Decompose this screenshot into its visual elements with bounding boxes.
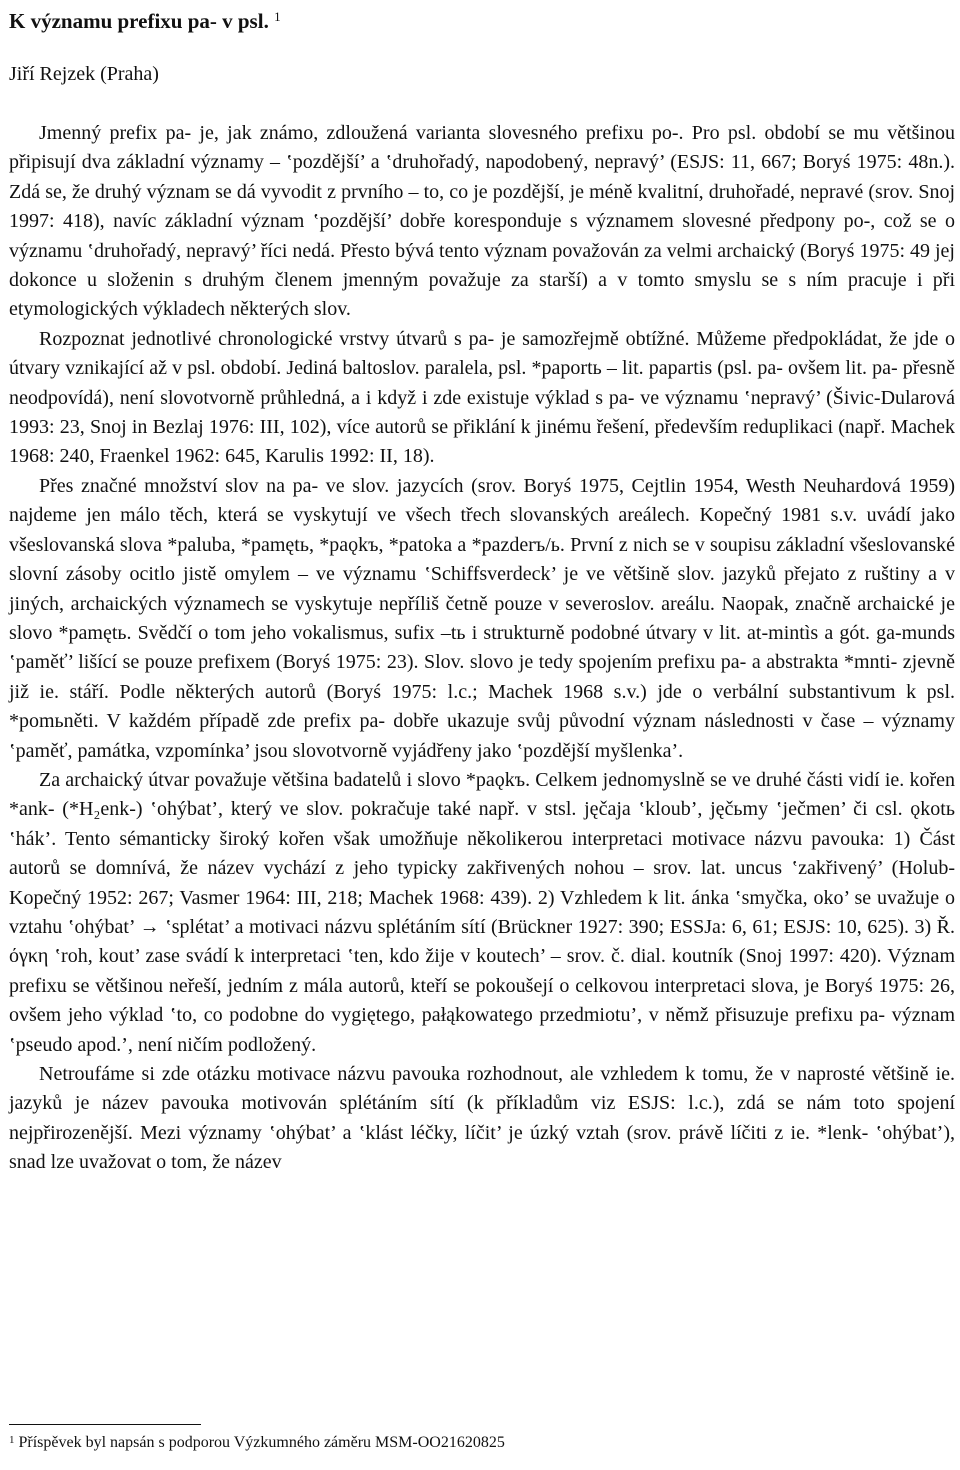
paragraph-3: Přes značné množství slov na pa- ve slov. jazycích (srov. Boryś 1975, Cejtlin 1954, Westh Neuhardová 1959) najdeme jen málo těch, která se vyskytují ve všech třech slovanských areálech. Kopečný 1981 s.v. uvádí jako všeslovanská slova *paluba, *pamętь, *paǫkъ, *patoka a *pazderъ/ь. První z nich se v soupisu základní všeslovanské slovní zásoby ocitlo jistě omylem – ve významu ‛Schiffsverdeck’ je ve většině slov. jazyků přejato z ruštiny a v jiných, archaických významech se vyskytuje nepříliš četně pouze v severoslov. areálu. Naopak, značně archaické je slovo *pamętь. Svědčí o tom jeho vokalismus, sufix –tь i strukturně podobné útvary v lit. at-mintìs a gót. ga-munds ‛paměť’ lišící se pouze prefixem (Boryś 1975: 23). Slov. slovo je tedy spojením prefixu pa- a abstrakta *mnti- zjevně již ie. stáří. Podle některých autorů (Boryś 1975: l.c.; Machek 1968 s.v.) jde o verbální substantivum k psl. *pomьněti. V každém případě zde prefix pa- dobře ukazuje svůj původní význam následnosti v čase – významy ‛paměť, památka, vzpomínka’ jsou slovotvorně vyjádřeny jako ‛pozdější myšlenka’. — [9, 474, 955, 762]
paragraph-1: Jmenný prefix pa- je, jak známo, zdloužená varianta slovesného prefixu po-. Pro psl. období se mu většinou připisují dva základní významy – ‛pozdější’ a ‛druhořadý, napodobený, nepravý’ (ESJS: 11, 667; Boryś 1975: 48n.). Zdá se, že druhý význam se dá vyvodit z prvního – to, co je pozdější, je méně kvalitní, druhořadé, nepravé (srov. Snoj 1997: 418), navíc základní význam ‛pozdější’ dobře koresponduje s významem slovesné předpony po-, což se o významu ‛druhořadý, nepravý’ říci nedá. Přesto bývá tento význam považován za velmi archaický (Boryś 1975: 49 jej dokonce u složenin s druhým členem jmenným považuje za starší) a v tomto smyslu se s ním pracuje i při etymologických výkladech některých slov. — [9, 122, 955, 321]
footnote-marker: 1 — [9, 1434, 15, 1446]
paragraph-4: Za archaický útvar považuje většina badatelů i slovo *paǫkъ. Celkem jednomyslně se ve druhé části vidí ie. kořen *ank- (*H₂enk-) ‛ohýbat’, který ve slov. pokračuje také např. v stsl. jęčaja ‛kloub’, jęčьmy ‛ječmen’ či csl. ǫkotь ‛hák’. Tento sémanticky široký kořen však umožňuje několikerou interpretaci motivace názvu pavouka: 1) Část autorů se domnívá, že název vychází z jeho typicky zakřivených nohou – srov. lat. uncus ‛zakřivený’ (Holub-Kopečný 1952: 267; Vasmer 1964: III, 218; Machek 1968: 439). 2) Vzhledem k lit. ánka ‛smyčka, oko’ se uvažuje o vztahu ‛ohýbat’ → ‛splétat’ a motivaci názvu splétáním sítí (Brückner 1927: 390; ESSJa: 6, 61; ESJS: 10, 625). 3) Ř. όγκη ‛roh, kout’ zase svádí k interpretaci ‛ten, kdo žije v koutech’ – srov. č. dial. koutník (Snoj 1997: 420). Význam prefixu se většinou neřeší, jedním z mála autorů, kteří se pokoušejí o celkovou interpretaci slova, je Boryś 1975: 26, ovšem jeho výklad ‛to, co podobne do vygiętego, pałąkowatego przedmiotu’, v němž přisuzuje prefixu pa- význam ‛pseudo apod.’, není ničím podložený. — [9, 768, 955, 1056]
footnote — [9, 1432, 949, 1454]
paragraph-5: Netroufáme si zde otázku motivace názvu pavouka rozhodnout, ale vzhledem k tomu, že v naprosté většině ie. jazyků je název pavouka motivován splétáním sítí (k příkladům viz ESJS: l.c.), zdá se nám toto spojení nejpřirozenější. Mezi významy ‛ohýbat’ a ‛klást léčky, líčit’ je úzký vztah (srov. právě líčiti z ie. *lenk- ‛ohýbat’), snad lze uvažovat o tom, že název — [9, 1063, 955, 1174]
article-author: Jiří Rejzek (Praha) — [9, 63, 159, 85]
article-title: K významu prefixu pa- v psl. — [9, 9, 269, 33]
footnote-separator — [9, 1424, 201, 1425]
title-footnote-marker[interactable]: 1 — [274, 9, 281, 24]
article-page — [9, 0, 955, 1178]
article-body — [9, 119, 955, 1178]
footnote-text: Příspěvek byl napsán s podporou Výzkumného záměru MSM-OO21620825 — [18, 1434, 505, 1451]
paragraph-2: Rozpoznat jednotlivé chronologické vrstvy útvarů s pa- je samozřejmě obtížné. Můžeme předpokládat, že jde o útvary vznikající až v psl. období. Jediná baltoslov. paralela, psl. *paportь – lit. papartis (psl. pa- ovšem lit. pa- přesně neodpovídá), není slovotvorně průhledná, a i když i zde existuje výklad s pa- ve významu ‛nepravý’ (Šivic-Dularová 1993: 23, Snoj in Bezlaj 1976: III, 102), více autorů se přiklání k jinému řešení, především reduplikaci (např. Machek 1968: 240, Fraenkel 1962: 645, Karulis 1992: II, 18). — [9, 327, 955, 468]
article-title-line — [9, 8, 955, 34]
